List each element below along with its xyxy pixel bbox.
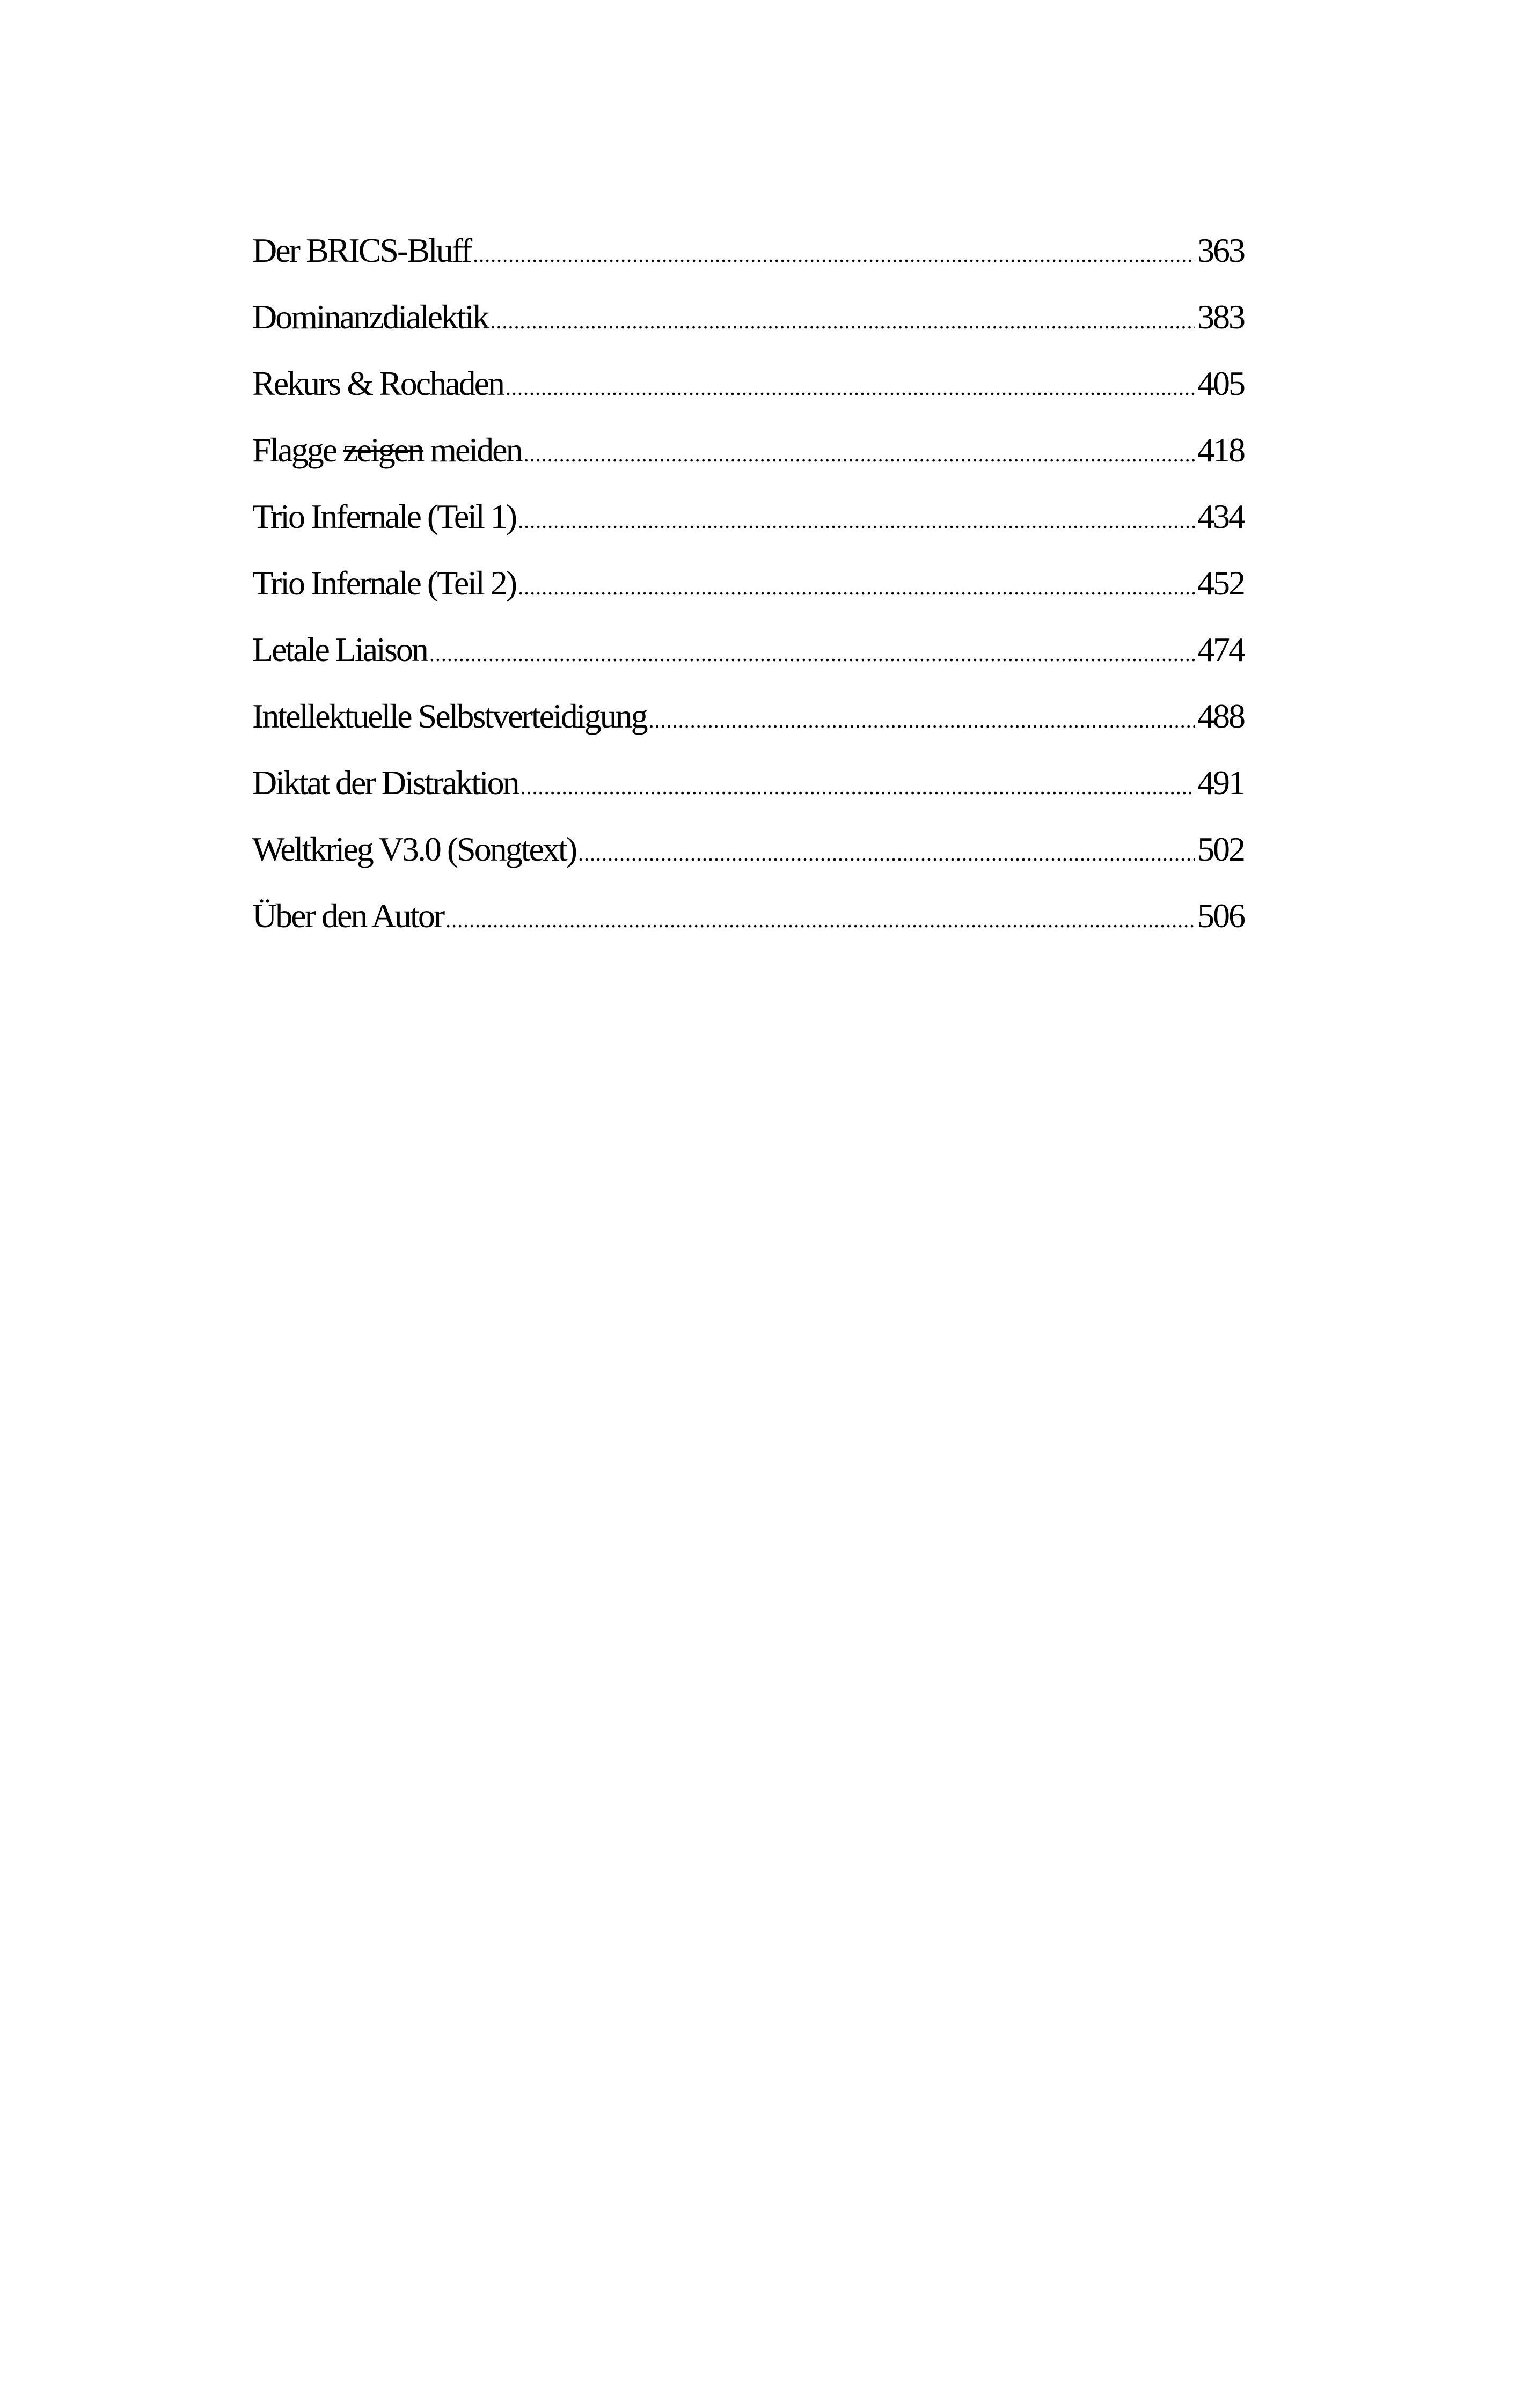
toc-entry-title: Der BRICS-Bluff (252, 231, 471, 269)
toc-entry-title: Rekurs & Rochaden (252, 364, 503, 402)
toc-entry-title: Dominanzdialektik (252, 298, 488, 336)
toc-entry-page: 383 (1197, 298, 1244, 336)
toc-entry-title: Weltkrieg V3.0 (Songtext) (252, 830, 576, 868)
toc-entry-title (252, 417, 522, 483)
toc-entry-page: 418 (1197, 431, 1244, 469)
dot-leader (578, 820, 1195, 887)
toc-entry-page: 405 (1197, 364, 1244, 402)
dot-leader (473, 222, 1195, 288)
toc-entry-title: Letale Liaison (252, 630, 427, 669)
toc-entry[interactable] (252, 350, 1244, 417)
toc-entry[interactable] (252, 417, 1244, 483)
toc-entry-page: 363 (1197, 231, 1244, 269)
toc-entry-page: 488 (1197, 697, 1244, 735)
toc-entry-title: Diktat der Distraktion (252, 763, 518, 802)
struck-word: zeigen (343, 431, 423, 469)
toc-entry-title: Intellektuelle Selbstverteidigung (252, 697, 647, 735)
toc-entry-page: 491 (1197, 763, 1244, 802)
toc-entry[interactable] (252, 883, 1244, 949)
dot-leader (429, 621, 1195, 687)
toc-entry-page: 434 (1197, 497, 1244, 535)
dot-leader (506, 355, 1195, 421)
toc-entry-page: 502 (1197, 830, 1244, 868)
toc-entry[interactable] (252, 483, 1244, 550)
dot-leader (649, 687, 1195, 754)
toc-entry[interactable] (252, 816, 1244, 883)
dot-leader (518, 554, 1195, 621)
dot-leader (518, 488, 1195, 554)
toc-entry[interactable] (252, 217, 1244, 284)
toc-entry-page: 474 (1197, 630, 1244, 669)
toc-entry[interactable] (252, 550, 1244, 616)
toc-entry-title: Trio Infernale (Teil 2) (252, 564, 516, 602)
toc-entry[interactable] (252, 284, 1244, 350)
toc-title-part: meiden (430, 431, 522, 469)
toc-entry-title: Trio Infernale (Teil 1) (252, 497, 516, 535)
toc-entry-title: Über den Autor (252, 897, 444, 935)
toc-entry[interactable] (252, 750, 1244, 816)
table-of-contents (252, 217, 1244, 949)
toc-entry[interactable] (252, 616, 1244, 683)
toc-entry[interactable] (252, 683, 1244, 750)
toc-title-part: Flagge (252, 431, 336, 469)
dot-leader (521, 754, 1195, 820)
dot-leader (524, 421, 1195, 488)
dot-leader (491, 288, 1195, 355)
toc-entry-page: 506 (1197, 897, 1244, 935)
dot-leader (445, 887, 1195, 953)
toc-entry-page: 452 (1197, 564, 1244, 602)
